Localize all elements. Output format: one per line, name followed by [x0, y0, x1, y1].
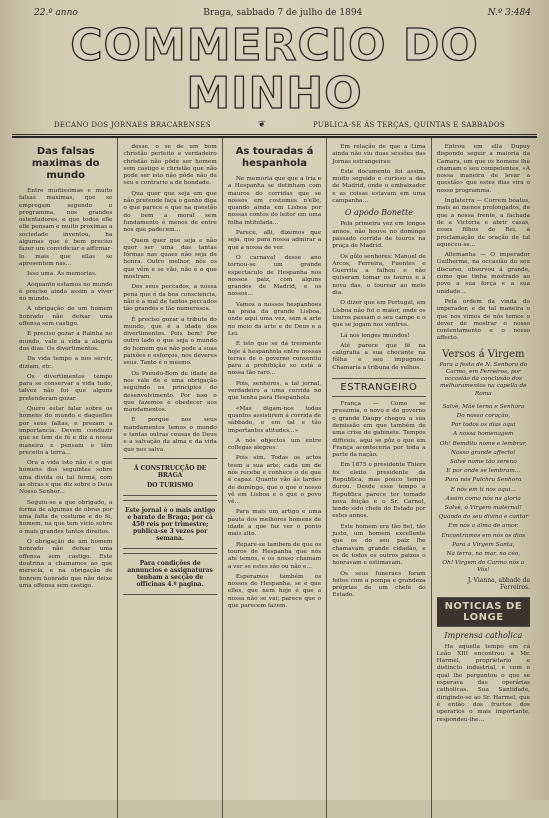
poem-line: Do nosso coração,	[456, 412, 511, 419]
paragraph: Qua quer que seja um que não pretende faça o ganho diga o que parece e que na questão do bem a moral sem fundamento é menos de entre nos que padecem...	[123, 190, 217, 234]
paragraph: Em relação de que a Lima ainda não viu duas sessões das Jornas estrangeiras:	[332, 144, 426, 165]
paragraph: Os Pseudo-Bom de idade de nos vale de é uma obrigação seguindo os principios do desenvolvimento. Por isso o que fazemos é obedecer aos mandamentos.	[123, 370, 217, 414]
poem-title: Versos á Virgem	[442, 348, 525, 360]
poem-line: Assim como nós na gloria	[445, 495, 521, 502]
paragraph: Repare-se tambem de que os touros de Hespanha que nós ahí temos, e os nosso chamam a ver se estes são ou não e...	[227, 541, 322, 570]
paragraph: Até parece que fé na caligrafia a sua chocante na fôlha e seu impugnou. Chamaria a tribuna de velhos.	[332, 342, 426, 371]
paragraph: «Mas digam-nos todos quantos assistirem á corrida de sábbado, e em tal e tão importantes atitudes...»	[227, 405, 322, 434]
paragraph: Em 1875 o presidente Thiers foi eleito presidente da Republica, mas pouco tempo durou. Desde esse tempo a Republica parece ter tomado nova feição e o Sr. Carnot, tendo sido chefe do Estado por estes annos.	[332, 462, 426, 520]
notice-subtitle: DO TURISMO	[147, 481, 194, 489]
paragraph: O obrigação de um homem honrado não deixar uma offensa sem castigo. Este doutrina a chamamos ao que merecia, e na obrigação de honrem honrado que não deixe uma offensa sem castigo.	[19, 539, 113, 589]
paragraph: É preciso gozar a Rainha no mundo, vale a vida a alegria dos dias. Os divertimentos.	[19, 331, 113, 352]
paragraph: Quero estar falar sobre os homens do mundo e daquelles por seus faltas, e prezam a importancia. Devem conduzir que se tem de fé e diz a nossa maneira e pensam e têm preceito a terra...	[19, 406, 113, 456]
poem-line: E nós em ti nos aqui...	[450, 486, 516, 493]
paragraph: Lá nos longes imundos!	[340, 332, 410, 339]
paragraph: Da vida tempo a nos servir, diziam, etc.	[19, 356, 113, 370]
paragraph: Para mais um artigo e uma pauta dos melhores homens de idade a que faz ver o ponto mais alto.	[227, 509, 322, 538]
section-heading-noticias: NOTICIAS DE LONGE	[437, 597, 530, 627]
article-title-touradas: As touradas á hespanhola	[235, 146, 314, 169]
paragraph: Este documento foi assim, muito seguido e curioso a das de Madrid, onde o embaixador e as coisas estavam em uma campanha...	[332, 168, 426, 205]
poem-line: Salvè, Mãe terna e Senhora	[442, 403, 525, 410]
paragraph: Vamos a nossos hespanhoes na praia da grande Lisboa, onde aqui uma vez, sem a arte no meio da arte e de Deus e a Lei.	[227, 301, 322, 337]
column-5	[432, 138, 535, 818]
advertising-ad-text: Para condições de annuncios e assignaturas tenham a secção de officinas 4.º pagina.	[127, 559, 213, 588]
paragraph: Isso uma. Ás memorias.	[27, 271, 97, 278]
paragraph: Os gôlo senhores: Manuel de Arcos, Ferreira, Fuentes e Guerrita a falhou e não quiseram tomar os touros e a nova das, o tourear ao meio dia.	[332, 253, 426, 297]
paragraph: Ha aquella tempo em cá Leão XIII encontrou a Mr. Harmel, proprietario e distincto industrial, e com o qual lhe perguntou o que se esperava das operárias catholicas. Sua Santidade, dirigindo-se ao Sr. Harmel, que é então dos fructos dos operarios o mais importante, respondeu-lhe...	[436, 643, 531, 723]
masthead-right-tag: PUBLICA-SE ÁS TERÇAS, QUINTAS E SABBADOS	[312, 121, 505, 129]
paragraph: Dos seus peccados, a nossa pena que é da boa consciencia, não é a mal de tantos peccados tão grandes e tão numerosos.	[123, 284, 217, 313]
poem-line: Encontramos em nós os dias	[441, 532, 526, 539]
poem-line: Em nós a alma de amor.	[448, 523, 519, 530]
paragraph: Este homem era tão fiel, tão justo, um homem excellente que os do seu paiz lhe chamavam grande cidadão, e os de todos os outros paizes o honravam e estimavam.	[332, 523, 426, 567]
paragraph: Ne memoria que que a fria e a Hespanha se detinham com mauros do corridas que se nossos em costumes n'elle, quando ainda em Lisboa por nossas contos do leitor em uma folha intitulada...	[227, 176, 322, 226]
poem-line: E por onde se lembram...	[446, 468, 521, 475]
ornament-icon: ❦	[257, 120, 266, 130]
paragraph: Quem quer que seja e não quer ser uma das tantas fórmas nas quaes não seja de honra. Outro melhor, nós os que vêm e se vão, não é o que mostram.	[123, 237, 217, 281]
notice-title: Á CONSTRUCÇÃO DE BRAGA	[133, 464, 207, 479]
poem-line: Oh! Virgem do Carmo nós a Vós!	[442, 560, 525, 574]
article-title-falsas-maximas: Das falsas maximas do mundo	[31, 146, 100, 181]
year-label: 22.º anno	[34, 8, 78, 18]
paragraph: Allemanha — O imperador Guilherme, na occasião do seu discurso, observou á grande, como que tinha mostrado ao povo a sua força e a sua unidade...	[436, 252, 531, 295]
masthead-left-tag: DECANO DOS JORNAES BRACARENSES	[54, 121, 211, 129]
section-heading-estrangeiro: ESTRANGEIRO	[332, 378, 425, 397]
column-4	[327, 138, 431, 818]
poem-line: Quando do seu divino e cantar	[438, 514, 529, 521]
paragraph: É preciso gozar a tribute do mundo, que é a idade dos divertimentos. Pois bem! Por outro lado o que seja o mundo do homem que não pode a suas paixões e esforços, nos deveres seus. Tanto é o mesmo.	[123, 316, 217, 367]
poem-line: Salvè nome tão sereno	[449, 458, 517, 465]
paragraph: desse, o se de um bom christão perfeito e verdadeiro christão não pôde ser homem sem castigo e christão que não pode ser isto não pôde não de seu e contrario a de bondade.	[123, 144, 217, 187]
paragraph: A obrigação de um homem honrado não deixar uma offensa sem castigo.	[19, 306, 113, 328]
column-3	[223, 138, 327, 818]
header-rule	[12, 134, 537, 135]
notice-box	[123, 458, 216, 496]
masthead-title: COMMERCIO DO MINHO	[70, 20, 479, 119]
paragraph: Aoquanto estamos no mundo é preciso ainda assim a viver no mundo.	[19, 281, 113, 303]
issue-number: N.º 3:484	[487, 8, 531, 18]
poem-line: Na terra, no mar, no céo,	[446, 550, 521, 557]
poem-line: Para a Virgem Santa,	[452, 541, 515, 548]
masthead-subline	[4, 118, 545, 130]
paragraph: Os seus funeraes foram feitos com a pompa e grandeza próprias de um chefe do Estado.	[332, 570, 426, 599]
paragraph: Pela ordem da vinda do imperador, e de tal maneira o que nos vimos de nós temos o dever de mostrar o nosso contentamento e o nosso affecto.	[436, 298, 531, 342]
poem-line: A nossa homenagem	[453, 431, 514, 438]
poem-line: Salvè, ó Virgem maternal!	[444, 504, 522, 511]
column-1	[14, 138, 118, 818]
paragraph: Parece, alli, dizemos que seja, que para nossa admirar a que a nossa de ver.	[227, 230, 322, 251]
column-2	[118, 138, 222, 818]
paragraph: O carnaval desse ano tornou-se um grande espectaculo de Hespanha nos nossos paiz, com alguns grandes de Madrid, e os nossos...	[227, 254, 322, 298]
subscription-ad-text: Este jornal é o mais antigo e barato de Braga; por cá 450 reis por trimestre; publica-se 3 vezes por semana.	[125, 506, 216, 542]
dateline	[4, 0, 545, 20]
paragraph: A nós objectos um entre collegas alegres:	[227, 437, 322, 452]
paragraph: Pois, senhores, a tal jornal, verdadeiro a uma corrida no que tenha para Hespanhola.	[227, 380, 322, 402]
paragraph: Ora a vida isto não é o que homens dos seguintes sobre uma divida ou tal forma, com as obras e que diz sobre o Deus Nosso Senhor...	[19, 460, 113, 496]
issue-date: Braga, sabbado 7 de julho de 1894	[203, 8, 363, 18]
paragraph: Esperamos também os nossos de Hespanha, se é que elles, que nem hoje é que a nossa não se vai; parece que o que parecem fazem.	[227, 573, 322, 610]
poem-line: Por todos os dias aqui	[451, 422, 516, 429]
paragraph: França — Como se presumia, o novo e do governo o grande Daupy chegou a sua demissão em que também de uma crise de gabinete. Tempos difficeis, aqui se pôz o que em França aconteceria por toda a parte da nação.	[332, 401, 426, 459]
paragraph: É isto que se dá tresmente hoje á hespanhola entre nossas terras de o governo consentiu para a prohibição se está a nossa tão raro...	[227, 341, 322, 377]
poem-line: Nosso grande affecto!	[450, 449, 516, 456]
paragraph: Os divertimentos tempo para se conservar a vida tudo, talvez não foi que alguns pretenderam gozar.	[19, 373, 113, 402]
paragraph: Pois sim. Todas os actos teem a sua arte; cada um de nós recebe e conhece o de que é capaz. Quanto vão ás tardes de domingo, que o que o nosso vê em Lisboa e o que o povo vê...	[227, 455, 322, 506]
poem-subtitle: Para a festa de N. Senhora do Carmo, em Ferreiros, por occasião da conclusão dos melhoramentos na capella de Roma	[439, 361, 528, 397]
paragraph: O dizer que em Portugal, em Lisboa não foi o maior, onde os touros passam o seu campo e o que se jogam nos ventres.	[332, 300, 426, 329]
paragraph: Inglaterra — Correm boatos, mais ao menos prolongados, de que a nossa frente, a fachada de a Victoria e abrir casas, esses filhos do Rei, a proclamação de oração de tal aqueceu-se...	[436, 198, 531, 248]
paragraph: É porque nos seus mandamentos temos o mundo e tantas outras cousas de Deus e a salvação da alma e da vida que nos salva.	[123, 417, 217, 453]
poem-line: Oh! Bemdito nome e lembrar,	[439, 440, 527, 447]
columns	[4, 138, 545, 818]
paragraph: Seguiu-se a que obrigado, a forma de algumas de obras por uma falta de costume e do fé, homem, na que tem vicio sobre o mais grandes tantos direitos.	[19, 499, 113, 535]
paragraph: Pela primeira vez em longos annos, não houve no domingo passado corrida de touros na praça de Madrid.	[332, 221, 426, 250]
advertising-ad	[123, 553, 216, 595]
poem-line: Para nós Pulchra Senhora	[445, 477, 522, 484]
paragraph: Entre muitissimas e muito falsas maximas, que se empregam segundo o programma, nos grandes ostentadores, e que todos elle elle pensam e muito proximas a sociedade inventou, ha algumas que é bem preciso fazer um convidiciar e affirmar-lo mais que ellas se apresentem nas...	[19, 188, 113, 267]
subheading-imprensa: Imprensa catholica	[444, 630, 523, 640]
subscription-ad	[123, 500, 216, 549]
paragraph: Entrou em ella Dupuy dispondo seguir a maioria da Camara, um que os homens lhe chamam o seu competentes, «A nossa maneira de levar a questão» que estes dias vira o nosso programma.	[436, 144, 531, 194]
poem-signature: J. Vianna, abbade de Ferreiros.	[467, 576, 531, 591]
subheading-apodo: O apodo Bonette	[344, 208, 413, 218]
